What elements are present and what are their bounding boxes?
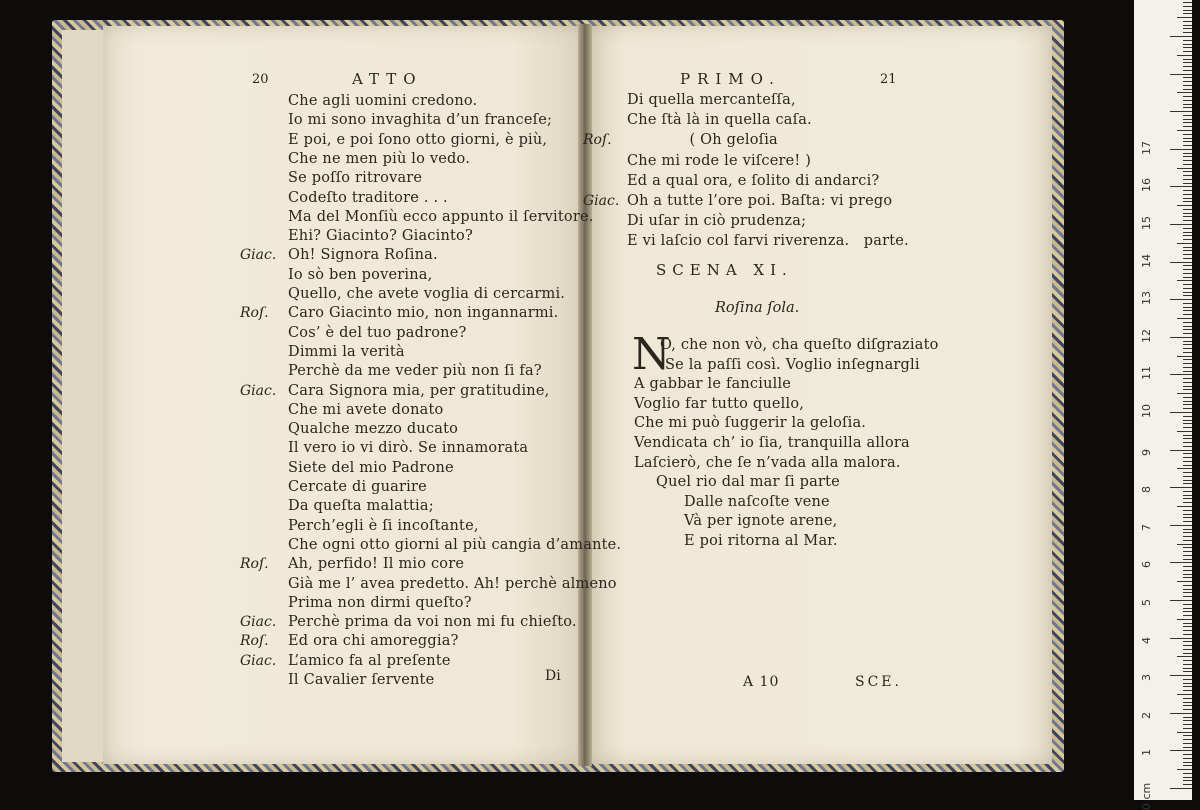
- aria-line: Laſcierò, che ſe n’vada alla malora.: [634, 454, 901, 471]
- ruler-tick: [1177, 694, 1192, 695]
- ruler-tick: [1183, 427, 1192, 428]
- ruler-tick: [1183, 307, 1192, 308]
- ruler-tick: [1177, 431, 1192, 432]
- verse-line: Da queſta malattia;: [288, 498, 434, 515]
- verse-line: Oh a tutte l’ore poi. Baſta: vi prego: [627, 193, 893, 209]
- ruler-tick: [1183, 420, 1192, 421]
- ruler-tick: [1183, 615, 1192, 616]
- ruler-tick: [1183, 577, 1192, 578]
- verse-line: Siete del mio Padrone: [288, 459, 454, 476]
- ruler-tick: [1183, 570, 1192, 571]
- ruler-tick: [1183, 164, 1192, 165]
- verse-line: Cos’ è del tuo padrone?: [288, 324, 467, 341]
- ruler-tick: [1183, 107, 1192, 108]
- ruler-tick: [1183, 194, 1192, 195]
- ruler-tick: [1183, 363, 1192, 364]
- verse-line: Che ſtà là in quella caſa.: [627, 112, 812, 129]
- ruler-number: 3: [1140, 674, 1153, 682]
- ruler-tick: [1170, 487, 1192, 488]
- ruler-tick: [1183, 145, 1192, 146]
- ruler-tick: [1183, 201, 1192, 202]
- ruler-number: 1: [1140, 749, 1153, 757]
- verse-line: ( Oh geloſia: [627, 132, 778, 149]
- verse-line: L’amico fa al preſente: [288, 652, 451, 669]
- ruler-tick: [1183, 547, 1192, 548]
- verse-line: Cara Signora mia, per gratitudine,: [288, 382, 550, 399]
- verse-line: Che agli uomini credono.: [288, 93, 478, 109]
- ruler-tick: [1183, 44, 1192, 45]
- ruler-tick: [1183, 461, 1192, 462]
- speaker-label: Giac.: [240, 247, 277, 264]
- speaker-label: Giac.: [240, 652, 277, 669]
- right-running-head: PRIMO.: [680, 70, 781, 88]
- ruler-tick: [1183, 641, 1192, 642]
- ruler-tick: [1183, 442, 1192, 443]
- ruler-tick: [1183, 453, 1192, 454]
- ruler-tick: [1183, 664, 1192, 665]
- ruler-tick: [1183, 216, 1192, 217]
- ruler-tick: [1183, 754, 1192, 755]
- speaker-label: Roſ.: [583, 132, 612, 149]
- ruler-tick: [1183, 77, 1192, 78]
- ruler-tick: [1183, 762, 1192, 763]
- ruler-number: 9: [1140, 448, 1153, 456]
- ruler-tick: [1183, 254, 1192, 255]
- ruler-tick: [1183, 660, 1192, 661]
- ruler-tick: [1183, 341, 1192, 342]
- verse-line: Che ne men più lo vedo.: [288, 150, 471, 167]
- ruler-tick: [1183, 295, 1192, 296]
- verse-line: Perch’egli è ſi incoſtante,: [288, 517, 479, 534]
- ruler-tick: [1177, 468, 1192, 469]
- verse-line: Io mi sono invaghita d’un franceſe;: [288, 112, 553, 129]
- ruler-tick: [1183, 171, 1192, 172]
- ruler-tick: [1183, 70, 1192, 71]
- ruler-tick: [1183, 153, 1192, 154]
- verse-line: Dimmi la verità: [288, 343, 405, 360]
- ruler-tick: [1183, 777, 1192, 778]
- ruler-tick: [1183, 250, 1192, 251]
- ruler-tick: [1183, 645, 1192, 646]
- ruler-tick: [1183, 303, 1192, 304]
- scene-heading: SCENA XI.: [656, 261, 793, 279]
- ruler-tick: [1183, 104, 1192, 105]
- ruler-tick: [1170, 750, 1192, 751]
- ruler-tick: [1183, 626, 1192, 627]
- ruler-tick: [1177, 92, 1192, 93]
- ruler-tick: [1183, 465, 1192, 466]
- ruler-tick: [1183, 397, 1192, 398]
- ruler-tick: [1183, 435, 1192, 436]
- ruler-tick: [1170, 262, 1192, 263]
- ruler-tick: [1183, 232, 1192, 233]
- ruler-tick: [1183, 81, 1192, 82]
- aria-line: Và per ignote arene,: [684, 513, 838, 530]
- ruler-tick: [1183, 13, 1192, 14]
- ruler-tick: [1183, 359, 1192, 360]
- ruler-tick: [1177, 581, 1192, 582]
- ruler-tick: [1183, 115, 1192, 116]
- speaker-label: Roſ.: [240, 305, 269, 322]
- ruler-tick: [1183, 709, 1192, 710]
- ruler-tick: [1183, 510, 1192, 511]
- ruler-number: 4: [1140, 636, 1153, 644]
- ruler-tick: [1177, 205, 1192, 206]
- verse-line: E vi laſcio col farvi riverenza. parte.: [627, 233, 909, 250]
- ruler-tick: [1183, 423, 1192, 424]
- verse-line: Se poſſo ritrovare: [288, 170, 423, 187]
- verse-line: E poi, e poi ſono otto giorni, è più,: [288, 131, 548, 148]
- ruler-tick: [1183, 344, 1192, 345]
- left-running-head: ATTO: [352, 70, 423, 88]
- ruler-tick: [1183, 247, 1192, 248]
- ruler-tick: [1183, 326, 1192, 327]
- ruler-number: 12: [1140, 328, 1153, 343]
- aria-line: E poi ritorna al Mar.: [684, 533, 838, 549]
- ruler-tick: [1177, 506, 1192, 507]
- ruler-tick: [1183, 2, 1192, 3]
- ruler-tick: [1183, 62, 1192, 63]
- verse-line: Prima non dirmi queſto?: [288, 594, 472, 611]
- verse-line: Di uſar in ciò prudenza;: [627, 213, 807, 230]
- ruler-tick: [1177, 544, 1192, 545]
- ruler-tick: [1183, 209, 1192, 210]
- ruler-tick: [1183, 555, 1192, 556]
- drop-cap: N: [632, 329, 671, 380]
- ruler-tick: [1177, 356, 1192, 357]
- aria-line: Quel rio dal mar ſi parte: [656, 474, 840, 491]
- ruler-tick: [1170, 638, 1192, 639]
- ruler-tick: [1183, 179, 1192, 180]
- aria-line: Se la paſſi così. Voglio inſegnargli: [665, 356, 920, 373]
- ruler-number: 13: [1140, 291, 1153, 306]
- ruler-tick: [1170, 36, 1192, 37]
- ruler-tick: [1183, 679, 1192, 680]
- ruler-tick: [1183, 404, 1192, 405]
- ruler-tick: [1183, 551, 1192, 552]
- ruler-number: 6: [1140, 561, 1153, 569]
- ruler-tick: [1183, 160, 1192, 161]
- ruler-number: 7: [1140, 523, 1153, 531]
- ruler-tick: [1183, 495, 1192, 496]
- verse-line: Perchè da me veder più non ſi fa?: [288, 363, 542, 380]
- ruler-tick: [1183, 314, 1192, 315]
- verse-line: Di quella mercanteſſa,: [627, 92, 796, 108]
- ruler-tick: [1183, 284, 1192, 285]
- ruler-tick: [1183, 126, 1192, 127]
- ruler-tick: [1183, 378, 1192, 379]
- ruler-tick: [1183, 10, 1192, 11]
- ruler-tick: [1183, 156, 1192, 157]
- verse-line: Il Cavalier ſervente: [288, 672, 435, 688]
- ruler-tick: [1183, 498, 1192, 499]
- ruler-tick: [1183, 277, 1192, 278]
- verse-line: Il vero io vi dirò. Se innamorata: [288, 440, 529, 457]
- ruler-tick: [1183, 446, 1192, 447]
- ruler-tick: [1170, 337, 1192, 338]
- ruler-number: 11: [1140, 366, 1153, 381]
- verse-line: Io sò ben poverina,: [288, 266, 433, 283]
- ruler-tick: [1183, 175, 1192, 176]
- ruler-tick: [1183, 536, 1192, 537]
- ruler-tick: [1177, 130, 1192, 131]
- ruler-tick: [1170, 149, 1192, 150]
- ruler-tick: [1170, 525, 1192, 526]
- verse-line: Oh! Signora Roſina.: [288, 247, 438, 264]
- ruler-tick: [1183, 773, 1192, 774]
- ruler-tick: [1183, 611, 1192, 612]
- ruler-tick: [1183, 559, 1192, 560]
- ruler-tick: [1183, 59, 1192, 60]
- aria-line: Voglio far tutto quello,: [634, 395, 805, 412]
- ruler-tick: [1183, 717, 1192, 718]
- ruler-tick: [1183, 649, 1192, 650]
- ruler-tick: [1183, 32, 1192, 33]
- ruler-tick: [1170, 450, 1192, 451]
- verse-line: Ah, perfido! Il mio core: [288, 556, 465, 573]
- aria-line: Dalle naſcoſte vene: [684, 493, 830, 510]
- ruler-tick: [1183, 386, 1192, 387]
- aria-line: Che mi può ſuggerir la geloſia.: [634, 415, 867, 432]
- ruler-tick: [1183, 401, 1192, 402]
- ruler-tick: [1183, 371, 1192, 372]
- ruler-tick: [1183, 566, 1192, 567]
- ruler-tick: [1177, 17, 1192, 18]
- ruler-tick: [1183, 367, 1192, 368]
- ruler-tick: [1183, 653, 1192, 654]
- ruler-tick: [1183, 574, 1192, 575]
- ruler-tick: [1170, 224, 1192, 225]
- right-catchword: SCE.: [855, 674, 902, 690]
- ruler-tick: [1183, 532, 1192, 533]
- ruler-tick: [1183, 483, 1192, 484]
- ruler-tick: [1170, 111, 1192, 112]
- ruler-tick: [1183, 758, 1192, 759]
- aria-line: O, che non vò, cha queſto diſgraziato: [660, 337, 939, 353]
- ruler-tick: [1183, 728, 1192, 729]
- ruler-tick: [1183, 21, 1192, 22]
- ruler-tick: [1170, 374, 1192, 375]
- ruler-tick: [1183, 671, 1192, 672]
- ruler-tick: [1183, 457, 1192, 458]
- ruler-tick: [1183, 269, 1192, 270]
- ruler-tick: [1183, 686, 1192, 687]
- ruler-tick: [1183, 382, 1192, 383]
- ruler-tick: [1183, 780, 1192, 781]
- ruler-tick: [1183, 198, 1192, 199]
- ruler-tick: [1183, 273, 1192, 274]
- ruler-tick: [1170, 600, 1192, 601]
- ruler-tick: [1183, 288, 1192, 289]
- ruler-tick: [1183, 521, 1192, 522]
- ruler-tick: [1183, 141, 1192, 142]
- speaker-label: Giac.: [240, 382, 277, 399]
- ruler-tick: [1177, 656, 1192, 657]
- ruler-tick: [1170, 74, 1192, 75]
- ruler-number: 8: [1140, 486, 1153, 494]
- ruler-tick: [1183, 623, 1192, 624]
- ruler-tick: [1183, 329, 1192, 330]
- ruler-tick: [1183, 416, 1192, 417]
- ruler-tick: [1183, 122, 1192, 123]
- ruler-tick: [1183, 47, 1192, 48]
- ruler-tick: [1183, 239, 1192, 240]
- ruler-tick: [1183, 322, 1192, 323]
- ruler-number: 0 cm: [1140, 782, 1153, 810]
- ruler-tick: [1183, 96, 1192, 97]
- aria-line: A gabbar le fanciulle: [634, 376, 792, 393]
- ruler-tick: [1183, 739, 1192, 740]
- ruler-tick: [1183, 743, 1192, 744]
- ruler-tick: [1183, 220, 1192, 221]
- ruler-tick: [1183, 40, 1192, 41]
- ruler-tick: [1183, 66, 1192, 67]
- ruler-tick: [1183, 589, 1192, 590]
- ruler-tick: [1183, 630, 1192, 631]
- ruler-tick: [1183, 438, 1192, 439]
- ruler-tick: [1177, 243, 1192, 244]
- ruler-tick: [1177, 619, 1192, 620]
- ruler-tick: [1170, 788, 1192, 789]
- ruler-number: 14: [1140, 253, 1153, 268]
- verse-line: Che mi avete donato: [288, 401, 444, 418]
- ruler-tick: [1177, 318, 1192, 319]
- ruler-number: 17: [1140, 140, 1153, 155]
- ruler-tick: [1183, 585, 1192, 586]
- ruler-tick: [1183, 138, 1192, 139]
- ruler-tick: [1177, 280, 1192, 281]
- ruler-tick: [1183, 28, 1192, 29]
- ruler-tick: [1183, 408, 1192, 409]
- ruler-tick: [1183, 720, 1192, 721]
- verse-line: Cercate di guarire: [288, 479, 427, 495]
- ruler-tick: [1183, 608, 1192, 609]
- ruler-tick: [1183, 134, 1192, 135]
- ruler-tick: [1183, 514, 1192, 515]
- ruler-tick: [1183, 190, 1192, 191]
- verse-line: Già me l’ avea predetto. Ah! perchè almeno: [288, 575, 617, 592]
- ruler-tick: [1177, 168, 1192, 169]
- verse-line: Perchè prima da voi non mi fu chieſto.: [288, 614, 577, 631]
- ruler-tick: [1183, 310, 1192, 311]
- ruler-tick: [1183, 258, 1192, 259]
- ruler-tick: [1183, 747, 1192, 748]
- ruler-tick: [1183, 213, 1192, 214]
- ruler-number: 2: [1140, 711, 1153, 719]
- ruler-tick: [1183, 540, 1192, 541]
- ruler-tick: [1183, 292, 1192, 293]
- ruler-tick: [1183, 690, 1192, 691]
- ruler-tick: [1170, 186, 1192, 187]
- ruler-tick: [1170, 299, 1192, 300]
- ruler-tick: [1183, 25, 1192, 26]
- ruler-number: 5: [1140, 599, 1153, 606]
- ruler-tick: [1183, 476, 1192, 477]
- left-catchword: Di: [545, 668, 561, 684]
- ruler-tick: [1183, 85, 1192, 86]
- verse-line: Ehi? Giacinto? Giacinto?: [288, 228, 473, 245]
- speaker-label: Roſ.: [240, 633, 269, 650]
- ruler-tick: [1170, 675, 1192, 676]
- verse-line: Ma del Monſiù ecco appunto il ſervitore.: [288, 208, 594, 225]
- ruler-tick: [1183, 765, 1192, 766]
- ruler-tick: [1177, 769, 1192, 770]
- ruler-tick: [1183, 51, 1192, 52]
- stage-direction: Roſina ſola.: [715, 300, 800, 316]
- ruler-tick: [1177, 55, 1192, 56]
- ruler-tick: [1183, 502, 1192, 503]
- verse-line: Codeſto traditore . . .: [288, 189, 448, 206]
- ruler-tick: [1183, 705, 1192, 706]
- verse-line: Ed ora chi amoreggia?: [288, 633, 459, 650]
- ruler-number: 15: [1140, 216, 1153, 230]
- ruler-tick: [1183, 529, 1192, 530]
- speaker-label: Roſ.: [240, 556, 269, 573]
- ruler-tick: [1183, 480, 1192, 481]
- ruler-tick: [1183, 604, 1192, 605]
- measurement-ruler: [1134, 0, 1192, 810]
- ruler-tick: [1183, 389, 1192, 390]
- ruler-tick: [1170, 412, 1192, 413]
- ruler-tick: [1183, 683, 1192, 684]
- ruler-tick: [1183, 100, 1192, 101]
- verse-line: Caro Giacinto mio, non ingannarmi.: [288, 305, 559, 322]
- verse-line: Quello, che avete voglia di cercarmi.: [288, 286, 566, 302]
- ruler-tick: [1183, 352, 1192, 353]
- verse-line: Che ogni otto giorni al più cangia d’amante.: [288, 536, 622, 553]
- ruler-tick: [1183, 228, 1192, 229]
- ruler-tick: [1177, 732, 1192, 733]
- ruler-tick: [1183, 89, 1192, 90]
- ruler-tick: [1183, 668, 1192, 669]
- ruler-tick: [1183, 491, 1192, 492]
- aria-line: Vendicata ch’ io ſia, tranquilla allora: [634, 435, 910, 451]
- ruler-tick: [1183, 183, 1192, 184]
- ruler-tick: [1183, 472, 1192, 473]
- ruler-tick: [1183, 784, 1192, 785]
- ruler-tick: [1183, 592, 1192, 593]
- ruler-tick: [1183, 119, 1192, 120]
- ruler-tick: [1183, 348, 1192, 349]
- ruler-tick: [1183, 6, 1192, 7]
- right-page-number: 21: [880, 72, 897, 87]
- ruler-tick: [1183, 702, 1192, 703]
- speaker-label: Giac.: [240, 614, 277, 631]
- verse-line: Qualche mezzo ducato: [288, 421, 459, 438]
- ruler-tick: [1170, 562, 1192, 563]
- ruler-tick: [1183, 634, 1192, 635]
- verse-line: Ed a qual ora, e ſolito di andarci?: [627, 172, 880, 189]
- ruler-tick: [1183, 235, 1192, 236]
- ruler-tick: [1183, 698, 1192, 699]
- ruler-tick: [1183, 735, 1192, 736]
- left-page-number: 20: [252, 72, 269, 87]
- ruler-tick: [1183, 724, 1192, 725]
- ruler-tick: [1183, 517, 1192, 518]
- ruler-number: 16: [1140, 178, 1153, 193]
- speaker-label: Giac.: [583, 193, 620, 209]
- signature-mark: A 10: [743, 674, 780, 690]
- ruler-tick: [1183, 265, 1192, 266]
- ruler-tick: [1170, 713, 1192, 714]
- verse-line: Che mi rode le viſcere! ): [627, 152, 812, 169]
- ruler-number: 10: [1140, 404, 1153, 418]
- ruler-tick: [1183, 596, 1192, 597]
- ruler-tick: [1177, 393, 1192, 394]
- ruler-tick: [1183, 333, 1192, 334]
